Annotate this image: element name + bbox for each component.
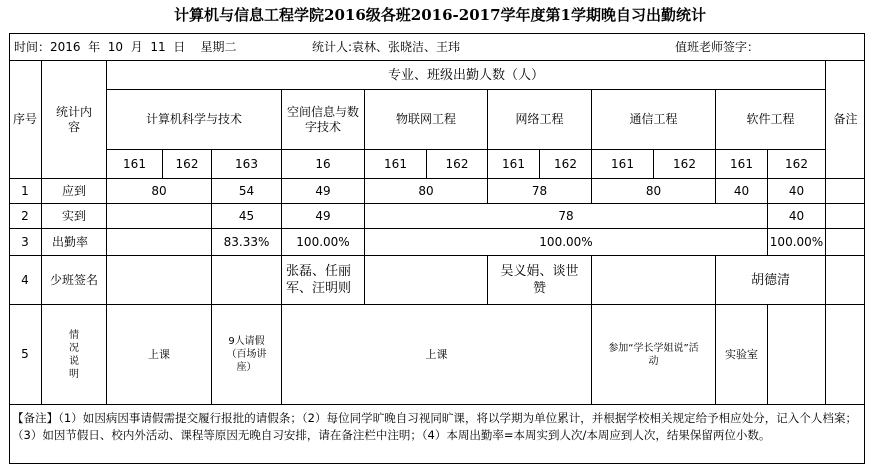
cell-explanation: 上课: [282, 305, 592, 405]
cell-value: 80: [107, 179, 212, 204]
cell-value: 100.00%: [282, 229, 365, 256]
header-remark: 备注: [826, 61, 865, 179]
row-label-rate: 出勤率: [42, 229, 107, 256]
row-number: 3: [9, 229, 42, 256]
class-cell: 161: [592, 150, 654, 179]
cell-value: 40: [768, 179, 826, 204]
class-cell: 16: [282, 150, 365, 179]
cell-value: 100.00%: [365, 229, 768, 256]
cell-explanation: 上课: [107, 305, 212, 405]
cell-explanation: 9人请假（百场讲座）: [212, 305, 282, 405]
class-cell: 162: [654, 150, 716, 179]
cell-value: [365, 256, 488, 305]
cell-value: [212, 256, 282, 305]
cell-signature: 吴义娟、谈世赞: [488, 256, 592, 305]
major-network: 网络工程: [488, 90, 592, 150]
cell-value: 78: [365, 204, 768, 229]
row-number: 4: [9, 256, 42, 305]
cell-value: 80: [365, 179, 488, 204]
cell-value: [107, 204, 212, 229]
cell-value: 40: [716, 179, 768, 204]
class-cell: 161: [107, 150, 163, 179]
page-title: 计算机与信息工程学院2016级各班2016-2017学年度第1学期晚自习出勤统计: [174, 6, 706, 24]
cell-value: 40: [768, 204, 826, 229]
major-software: 软件工程: [716, 90, 826, 150]
cell-value: 78: [488, 179, 592, 204]
major-cs: 计算机科学与技术: [107, 90, 282, 150]
row-number: 2: [9, 204, 42, 229]
cell-value: 54: [212, 179, 282, 204]
class-cell: 162: [163, 150, 212, 179]
remark-cell: [826, 204, 865, 229]
row-number: 1: [9, 179, 42, 204]
cell-value: 83.33%: [212, 229, 282, 256]
info-teacher: 值班老师签字：: [675, 40, 760, 54]
major-iot: 物联网工程: [365, 90, 488, 150]
header-group: 专业、班级出勤人数（人）: [107, 61, 826, 90]
cell-value: [768, 305, 826, 405]
cell-value: [107, 256, 212, 305]
class-cell: 162: [768, 150, 826, 179]
class-cell: 162: [427, 150, 488, 179]
cell-value: 80: [592, 179, 716, 204]
cell-value: 49: [282, 179, 365, 204]
cell-signature: 张磊、任丽军、汪明则: [282, 256, 365, 305]
row-label-actual: 实到: [42, 204, 107, 229]
major-spatial: 空间信息与数字技术: [282, 90, 365, 150]
cell-value: [107, 229, 212, 256]
class-cell: 163: [212, 150, 282, 179]
class-cell: 161: [488, 150, 540, 179]
cell-value: [592, 256, 716, 305]
row-label-explanation: 情况说明: [42, 305, 107, 405]
info-stats: 统计人:袁林、张晓洁、王玮: [312, 40, 461, 54]
cell-value: 45: [212, 204, 282, 229]
info-time: 时间：2016 年 10 月 11 日 星期二: [14, 40, 237, 54]
cell-explanation: 参加“学长学姐说”活动: [592, 305, 716, 405]
cell-value: 49: [282, 204, 365, 229]
remark-cell: [826, 305, 865, 405]
row-number: 5: [9, 305, 42, 405]
remark-cell: [826, 229, 865, 256]
major-comm: 通信工程: [592, 90, 716, 150]
remark-cell: [826, 256, 865, 305]
row-label-signature: 少班签名: [42, 256, 107, 305]
cell-explanation: 实验室: [716, 305, 768, 405]
header-seq: 序号: [9, 61, 42, 179]
cell-value: 100.00%: [768, 229, 826, 256]
row-label-expected: 应到: [42, 179, 107, 204]
remark-cell: [826, 179, 865, 204]
cell-signature: 胡德清: [716, 256, 826, 305]
header-content: 统计内容: [42, 61, 107, 179]
footnote: 【备注】（1）如因病因事请假需提交履行报批的请假条；（2）每位同学旷晚自习视同旷课，将以学期为单位累计，并根据学校相关规定给予相应处分，记入个人档案；（3）如因节假日、校内外活动、课程等原因无晚自习安排，请在备注栏中注明；（4）本周出勤率=本周实到人次/本周应到人次，结果保留两位小数。: [12, 411, 857, 442]
class-cell: 161: [716, 150, 768, 179]
class-cell: 162: [540, 150, 592, 179]
class-cell: 161: [365, 150, 427, 179]
